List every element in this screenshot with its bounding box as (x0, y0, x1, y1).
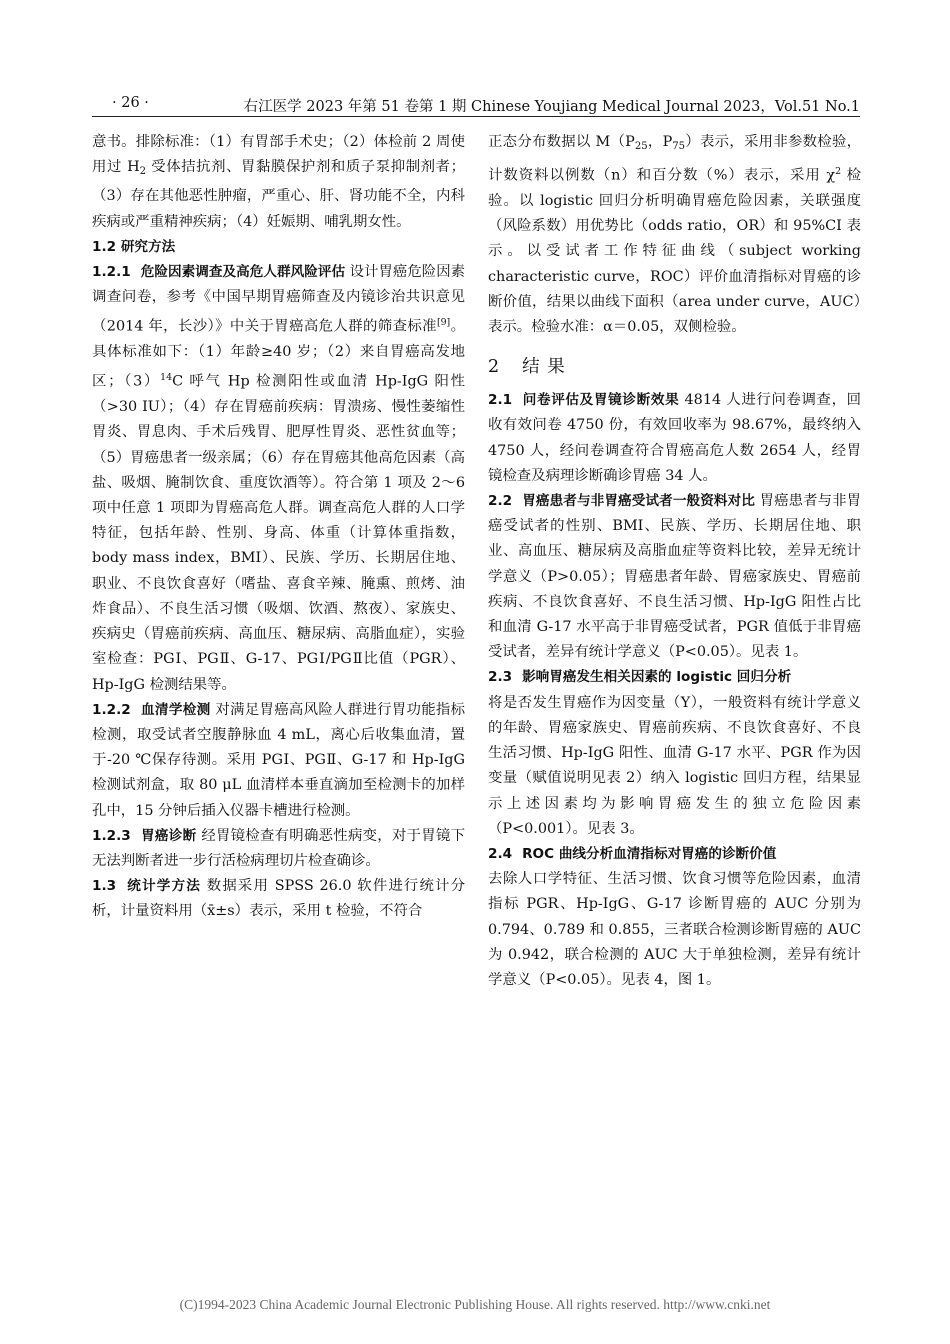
right-column (488, 130, 861, 993)
citation-ref: [9] (436, 317, 451, 329)
section-2-1-title: 问卷评估及胃镜诊断效果 (522, 392, 680, 409)
copyright-footer: (C)1994-2023 China Academic Journal Electronic Publishing House. All rights reserved. http://www.cnki.net (179, 1297, 771, 1312)
section-2-heading: 2 结 果 (488, 357, 566, 378)
left-column (92, 130, 465, 925)
section-1-3-title: 统计学方法 (126, 878, 202, 895)
section-1-2-2-paragraph: 1.2.2 血清学检测 对满足胃癌高风险人群进行胃功能指标检测，取受试者空腹静脉血 4 mL，离心后收集血清，置于-20 ℃保存待测。采用 PGⅠ、PGⅡ、G-17 和 Hp-IgG 检测试剂盒，取 80 μL 血清样本垂直滴加至检测卡的加样孔中，15 分钟后插入仪器卡槽进行检测。 (92, 701, 466, 819)
section-2-2-title: 胃癌患者与非胃癌受试者一般资料对比 (522, 493, 755, 510)
statistics-paragraph-continued: 正态分布数据以 $M(P_{25}$，$P_{75}$）表示，采用非参数检验，计数资料以例数（n）和百分数（%）表示，采用 $\chi^2$ 检验。以 logistic 回归分析明确胃癌危险因素，关联强度（风险系数）用优势比（odds ratio，OR）和 95%CI 表示。以受试者工作特征曲线（subject working characteristic curve，ROC）评价血清指标对胃癌的诊断价值，结果以曲线下面积（area under curve，AUC）表示。检验水准：α＝0.05，双侧检验。 (488, 134, 862, 336)
section-1-2-heading: 1.2 研究方法 (92, 238, 176, 255)
section-1-2-1-title: 危险因素调查及高危人群风险评估 (140, 264, 346, 281)
section-1-2-3-paragraph: 1.2.3 胃癌诊断 经胃镜检查有明确恶性病变，对于胃镜下无法判断者进一步行活检病理切片检查确诊。 (92, 827, 466, 869)
section-2-1-paragraph: 2.1 问卷评估及胃镜诊断效果 4814 人进行问卷调查，回收有效问卷 4750 份，有效回收率为 98.67%，最终纳入 4750 人，经问卷调查符合胃癌高危人数 2654 人，经胃镜检查及病理诊断确诊胃癌 34 人。 (488, 392, 861, 484)
section-2-4-heading: 2.4 ROC 曲线分析血清指标对胃癌的诊断价值 (488, 845, 777, 862)
section-1-2-1-paragraph: 1.2.1 危险因素调查及高危人群风险评估 设计胃癌危险因素调查问卷，参考《中国早期胃癌筛查及内镜诊治共识意见（2014 年，长沙）》中关于胃癌高危人群的筛查标准[9]。具体标准如下：（1）年龄≥40 岁；（2）来自胃癌高发地区；$(3)^{14}C$ 呼气 Hp 检测阳性或血清 Hp-IgG 阳性（>30 IU）；（4）存在胃癌前疾病：胃溃疡、慢性萎缩性胃炎、胃息肉、手术后残胃、肥厚性胃炎、恶性贫血等；（5）胃癌患者一级亲属；（6）存在胃癌其他高危因素（高盐、吸烟、腌制饮食、重度饮酒等）。符合第 1 项及 2～6 项中任意 1 项即为胃癌高危人群。调查高危人群的人口学特征，包括年龄、性别、身高、体重（计算体重指数，body mass index，BMI）、民族、学历、长期居住地、职业、不良饮食喜好（嗜盐、喜食辛辣、腌熏、煎烤、油炸食品）、不良生活习惯（吸烟、饮酒、熬夜）、家族史、疾病史（胃癌前疾病、高血压、糖尿病、高脂血症），实验室检查：PGⅠ、PGⅡ、G-17、PGⅠ/PGⅡ比值（PGR）、Hp-IgG 检测结果等。 (92, 264, 466, 693)
exclusion-criteria-paragraph: 意书。排除标准：（1）有胃部手术史；（2）体检前 2 周使用过 $H_2$ 受体拮抗剂、胃黏膜保护剂和质子泵抑制剂者；（3）存在其他恶性肿瘤，严重心、肝、肾功能不全，内科疾病或严重精神疾病；（4）妊娠期、哺乳期女性。 (92, 134, 466, 230)
section-2-3-paragraph: 将是否发生胃癌作为因变量（Y），一般资料有统计学意义的年龄、胃癌家族史、胃癌前疾病、不良饮食喜好、不良生活习惯、Hp-IgG 阳性、血清 G-17 水平、PGR 作为因变量（赋值说明见表 2）纳入 logistic 回归方程，结果显示上述因素均为影响胃癌发生的独立危险因素（P<0.001）。见表 3。 (488, 694, 861, 837)
section-1-2-3-title: 胃癌诊断 (140, 827, 197, 844)
running-header (92, 92, 860, 117)
section-2-4-paragraph: 去除人口学特征、生活习惯、饮食习惯等危险因素，血清指标 PGR、Hp-IgG、G-17 诊断胃癌的 AUC 分别为 0.794、0.789 和 0.855，三者联合检测诊断胃癌的 AUC 为 0.942，联合检测的 AUC 大于单独检测，差异有统计学意义（P<0.05）。见表 4，图 1。 (488, 871, 861, 988)
section-1-3-paragraph: 1.3 统计学方法 数据采用 SPSS 26.0 软件进行统计分析，计量资料用（x̄±s）表示，采用 t 检验，不符合 (92, 878, 465, 920)
section-1-2-2-title: 血清学检测 (140, 701, 211, 718)
page-number: · 26 · (112, 95, 149, 111)
section-2-2-paragraph: 2.2 胃癌患者与非胃癌受试者一般资料对比 胃癌患者与非胃癌受试者的性别、BMI、民族、学历、长期居住地、职业、高血压、糖尿病及高脂血症等资料比较，差异无统计学意义（P>0.05）；胃癌患者年龄、胃癌家族史、胃癌前疾病、不良饮食喜好、不良生活习惯、Hp-IgG 阳性占比和血清 G-17 水平高于非胃癌受试者，PGR 值低于非胃癌受试者，差异有统计学意义（P<0.05）。见表 1。 (488, 493, 862, 661)
journal-title: 右江医学 2023 年第 51 卷第 1 期 Chinese Youjiang Medical Journal 2023，Vol.51 No.1 (243, 99, 860, 115)
section-2-3-title: 影响胃癌发生相关因素的 logistic 回归分析 (522, 669, 792, 686)
section-2-3-heading: 2.3 影响胃癌发生相关因素的 logistic 回归分析 (488, 669, 792, 686)
section-2-4-title: ROC 曲线分析血清指标对胃癌的诊断价值 (522, 845, 777, 862)
